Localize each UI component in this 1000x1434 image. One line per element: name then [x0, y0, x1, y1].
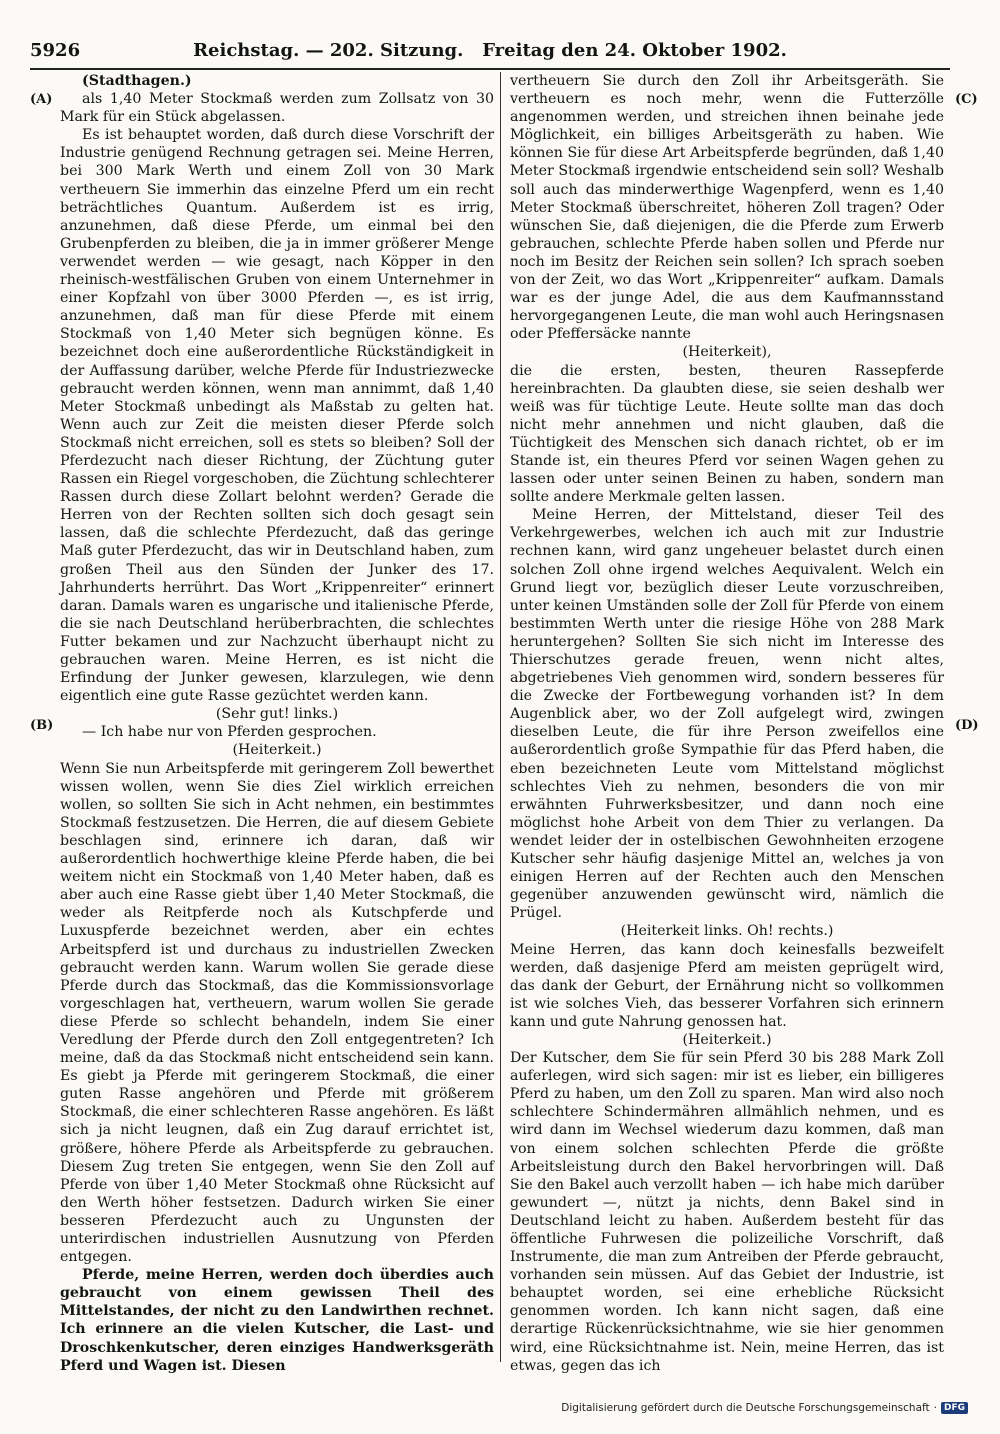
paragraph: als 1,40 Meter Stockmaß werden zum Zollsatz von 30 Mark für ein Stück abgelassen. [60, 91, 494, 126]
interjection: (Sehr gut! links.) [215, 706, 339, 723]
paragraph: Pferde, meine Herren, werden doch überdies auch gebraucht von einem gewissen Theil des Mittelstandes, der nicht zu den Landwirthen rechnet. Ich erinnere an die vielen Kutscher, die Last- und Droschkenkutscher, deren einziges Handwerksgeräth Pferd und Wagen ist. Diesen [60, 1267, 494, 1374]
right-column [510, 72, 944, 1374]
interjection: (Heiterkeit.) [682, 1031, 772, 1048]
speaker-name: (Stadthagen.) [82, 73, 192, 89]
dfg-logo-icon: DFG [941, 1402, 968, 1414]
margin-marker-c: (C) [955, 92, 978, 107]
margin-marker-b: (B) [30, 718, 54, 733]
paragraph: vertheuern Sie durch den Zoll ihr Arbeitsgeräth. Sie vertheuern es noch mehr, wenn die Futterzölle angenommen werden, und streichen ihnen beinahe jede Möglichkeit, ein billiges Arbeitsgeräth zu haben. Wie können Sie für diese Art Arbeitspferde begründen, daß 1,40 Meter Stockmaß irgendwie entscheidend sein soll? Weshalb soll auch das minderwerthige Wagenpferd, wenn es 1,40 Meter Stockmaß überschreitet, höheren Zoll tragen? Oder wünschen Sie, daß diejenigen, die die Pferde zum Erwerb gebrauchen, schlechte Pferde haben sollen und Pferde nur noch im Besitz der Reichen sein sollen? Ich sprach soeben von der Zeit, wo das Wort „Krippenreiter“ aufkam. Damals war es der junge Adel, die aus dem Kaufmannsstand hervorgegangenen Leute, die man wohl auch Heringsnasen oder Pfeffersäcke nannte [510, 73, 944, 343]
column-divider [500, 72, 501, 1362]
margin-marker-a: (A) [30, 92, 53, 107]
paragraph: Wenn Sie nun Arbeitspferde mit geringerem Zoll bewerthet wissen wollen, wenn Sie dies Ziel wirklich erreichen wollen, so sollten Sie sich in Acht nehmen, ein bestimmtes Stockmaß festzusetzen. Die Herren, die auf diesem Gebiete beschlagen sind, erinnere ich daran, daß wir außerordentlich hochwerthige kleine Pferde haben, die bei weitem nicht ein Stockmaß von 1,40 Meter haben, daß es aber auch eine Rasse giebt über 1,40 Meter Stockmaß, die weder als Reitpferde noch als Kutschpferde und Luxuspferde bezeichnet werden, aber ein echtes Arbeitspferd ist und durchaus zu industriellen Zwecken gebraucht werden kann. Warum wollen Sie gerade diese Pferde durch das Stockmaß, das die Kommissionsvorlage vorgeschlagen hat, vertheuern, warum wollen Sie gerade diese Pferde so schlecht behandeln, indem Sie einer Veredlung der Pferde durch den Zoll entgegentreten? Ich meine, daß da das Stockmaß nicht entscheidend sein kann. Es giebt ja Pferde mit geringerem Stockmaß, die einer guten Rasse angehören und Pferde mit größerem Stockmaß, die einer schlechteren Rasse angehören. Es läßt sich ja nicht leugnen, daß ein Zug darauf errichtet ist, größere, höhere Pferde als Arbeitspferde zu gebrauchen. Diesem Zug treten Sie entgegen, wenn Sie den Zoll auf Pferde von über 1,40 Meter Stockmaß ohne Rücksicht auf den Werth höher festsetzen. Dadurch wirken Sie einer besseren Pferdezucht auch zu Ungunsten der unterirdischen industriellen Ausnutzung von Pferden entgegen. [60, 760, 494, 1266]
page-header [30, 40, 950, 66]
digitization-footer: Digitalisierung gefördert durch die Deutsche Forschungsgemeinschaft · DFG [561, 1402, 968, 1414]
left-column [60, 72, 494, 1374]
paragraph: Meine Herren, der Mittelstand, dieser Teil des Verkehrgewerbes, welchen ich auch mit zur Industrie rechnen kann, wird ganz ungeheuer belastet durch einen solchen Zoll ohne irgend welches Aequivalent. Welch ein Grund liegt vor, bezüglich dieser Leute vorzuschreiben, unter keinen Umständen solle der Zoll für Pferde von einem bestimmten Werth unter die riesige Höhe von 288 Mark heruntergehen? Sollten Sie sich nicht im Interesse des Thierschutzes gerade freuen, wenn nicht altes, abgetriebenes Vieh genommen wird, sondern besseres für die Zwecke der Fortbewegung vorhanden ist? In dem Augenblick aber, wo der Zoll aufgelegt wird, zwingen dieselben Leute, die für ihre Person zweifellos eine außerordentlich große Sympathie für das Pferd haben, die eben bezeichneten Leute vom Mittelstand möglichst schlechtes Vieh zu nehmen, besonders die von mir erwähnten Fuhrwerksbesitzer, und dann noch eine möglichst hohe Arbeit von dem Thier zu verlangen. Da wendet leider der in ostelbischen Gewohnheiten erzogene Kutscher sehr häufig dasjenige Mittel an, welches ja von einigen Herren auf der Rechten auch den Menschen gegenüber anzuwenden gewünscht wird, nämlich die Prügel. [510, 507, 944, 922]
paragraph: die die ersten, besten, theuren Rassepferde hereinbrachten. Da glaubten diese, sie seien deshalb wer weiß was für tüchtige Leute. Heute sollte man das doch nicht mehr annehmen und nicht glauben, daß die Tüchtigkeit des Menschen sich danach richtet, ob er im Stande ist, ein theures Pferd vor seinen Wagen gehen zu lassen oder unter seinen Beinen zu haben, sondern man sollte andere Merkmale gelten lassen. [510, 362, 944, 506]
page-number: 5926 [30, 40, 81, 61]
paragraph: Es ist behauptet worden, daß durch diese Vorschrift der Industrie genügend Rechnung getragen sei. Meine Herren, bei 300 Mark Werth und einem Zoll von 30 Mark vertheuern Sie immerhin das einzelne Pferd um ein recht beträchtliches Quantum. Außerdem ist es irrig, anzunehmen, daß diese Pferde, um einmal bei den Grubenpferden zu bleiben, die ja in immer größerer Menge verwendet werden — wie gesagt, nach Köpper in den rheinisch-westfälischen Gruben von einem Unternehmer in einer Kopfzahl von über 3000 Pferden —, es ist irrig, anzunehmen, daß man für diese Pferde mit einem Stockmaß von 1,40 Meter sich begnügen könne. Es bezeichnet doch eine außerordentliche Rückständigkeit in der Auffassung darüber, welche Pferde für Industriezwecke gebraucht werden können, wenn man annimmt, daß 1,40 Meter Stockmaß unbedingt als Maßstab zu gelten hat. Wenn auch zur Zeit die meisten dieser Pferde solch Stockmaß nicht erreichen, soll es stets so bleiben? Soll der Pferdezucht nach dieser Richtung, der Züchtung guter Rassen ein Riegel vorgeschoben, die Züchtung schlechterer Rassen durch diese Zollart belohnt werden? Gerade die Herren von der Rechten sollten sich doch gesagt sein lassen, daß die schlechte Pferdezucht, daß das geringe Maß guter Pferdezucht, das wir in Deutschland haben, zum großen Theil aus den Sünden der Junker des 17. Jahrhunderts herrührt. Das Wort „Krippenreiter“ erinnert daran. Damals waren es ungarische und italienische Pferde, die sie nach Deutschland herüberbrachten, die schlechtes Futter bekamen und zur Nachzucht überhaupt nicht zu gebrauchen waren. Meine Herren, es ist nicht die Erfindung der Junker gewesen, klarzulegen, wie denn eigentlich eine gute Rasse gezüchtet werden kann. [60, 127, 494, 705]
margin-marker-d: (D) [955, 718, 979, 733]
interjection: (Heiterkeit), [682, 344, 772, 361]
header-rule [30, 68, 950, 70]
running-title: Reichstag. — 202. Sitzung. Freitag den 24. Oktober 1902. [193, 40, 787, 61]
paragraph: Der Kutscher, dem Sie für sein Pferd 30 bis 288 Mark Zoll auferlegen, wird sich sagen: mir ist es lieber, ein billigeres Pferd zu haben, um den Zoll zu sparen. Man wird also noch schlechtere Schindermähren allmählich nehmen, und es wird dann im Wechsel wiederum dazu kommen, daß man von einem solchen schlechten Pferde die größte Arbeitsleistung durch den Bakel hervorbringen will. Daß Sie den Bakel auch verzollt haben — ich habe mich darüber gewundert —, nützt ja nichts, denn Bakel sind in Deutschland leicht zu haben. Außerdem besteht für das öffentliche Fuhrwesen die polizeiliche Vorschrift, daß Instrumente, die man zum Antreiben der Pferde gebraucht, vorhanden sein müssen. Auf das Gebiet der Industrie, ist behauptet worden, sei eine erhebliche Rücksicht genommen worden. Ich kann nicht sagen, daß eine derartige Rückenrücksichtnahme, wie sie hier genommen wird, eine Rücksichtnahme ist. Nein, meine Herren, das ist etwas, gegen das ich [510, 1050, 944, 1374]
paragraph: Meine Herren, das kann doch keinesfalls bezweifelt werden, daß dasjenige Pferd am meisten geprügelt wird, das dank der Geburt, der Ernährung nicht so vollkommen ist wie solches Vieh, das besserer Vorfahren sich erinnern kann und gute Nahrung genossen hat. [510, 941, 944, 1030]
interjection: (Heiterkeit.) [232, 742, 322, 759]
footer-text: Digitalisierung gefördert durch die Deutsche Forschungsgemeinschaft [561, 1402, 930, 1414]
interjection: (Heiterkeit links. Oh! rechts.) [620, 923, 834, 940]
paragraph: — Ich habe nur von Pferden gesprochen. [82, 724, 377, 741]
